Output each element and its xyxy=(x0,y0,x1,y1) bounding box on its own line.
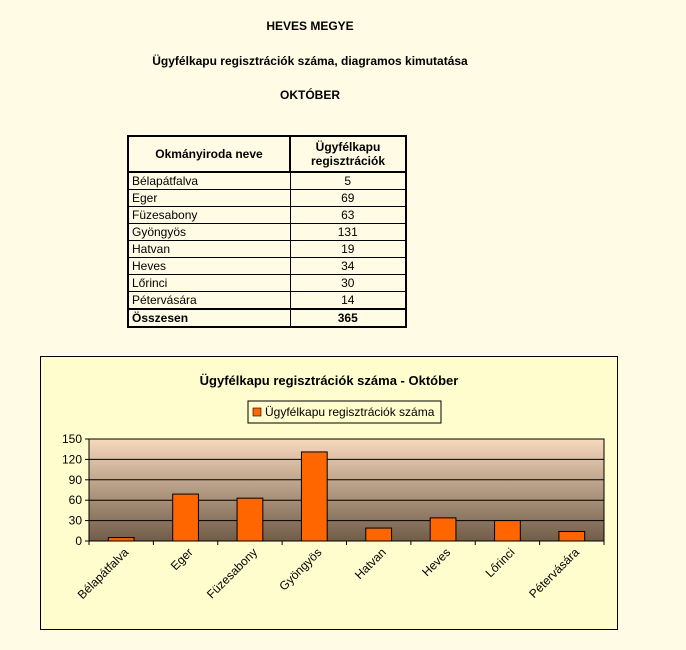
bar xyxy=(430,518,456,541)
registrations-header: Ügyfélkapu regisztrációk xyxy=(290,136,406,172)
bar xyxy=(237,498,263,541)
total-label: Összesen xyxy=(128,309,290,327)
office-name: Bélapátfalva xyxy=(128,172,290,190)
office-name: Heves xyxy=(128,258,290,275)
office-name: Pétervására xyxy=(128,292,290,310)
office-name: Gyöngyös xyxy=(128,224,290,241)
legend-label: Ügyfélkapu regisztrációk száma xyxy=(265,405,435,419)
registration-count: 69 xyxy=(290,190,406,207)
bar xyxy=(108,538,134,541)
y-tick-label: 90 xyxy=(68,472,82,487)
x-tick-label: Pétervására xyxy=(526,545,582,601)
table-header-row xyxy=(128,136,406,172)
office-name-header: Okmányiroda neve xyxy=(128,136,290,172)
office-name: Eger xyxy=(128,190,290,207)
y-tick-label: 150 xyxy=(61,432,82,446)
registration-count: 63 xyxy=(290,207,406,224)
bar-chart xyxy=(41,357,617,629)
table-row xyxy=(128,190,406,207)
legend-swatch xyxy=(253,408,261,416)
x-tick-label: Eger xyxy=(167,545,196,574)
month-title: OKTÓBER xyxy=(280,88,340,102)
table-row xyxy=(128,241,406,258)
bar xyxy=(366,528,392,541)
total-value: 365 xyxy=(290,309,406,327)
x-tick-label: Füzesabony xyxy=(203,545,261,602)
x-tick-label: Gyöngyös xyxy=(276,545,325,594)
y-tick-label: 30 xyxy=(68,513,82,528)
y-tick-label: 0 xyxy=(75,534,82,548)
registration-count: 131 xyxy=(290,224,406,241)
chart-title: Ügyfélkapu regisztrációk száma - Október xyxy=(199,373,459,388)
office-name: Füzesabony xyxy=(128,207,290,224)
bar xyxy=(559,531,585,541)
plot-area xyxy=(62,432,604,602)
table-row xyxy=(128,258,406,275)
table-row xyxy=(128,172,406,190)
table-row xyxy=(128,207,406,224)
y-tick-label: 120 xyxy=(61,452,82,467)
table-row xyxy=(128,292,406,310)
table-row xyxy=(128,275,406,292)
y-tick-label: 60 xyxy=(68,493,82,508)
bar xyxy=(173,494,199,541)
registration-count: 14 xyxy=(290,292,406,310)
plot-background xyxy=(89,439,604,541)
office-name: Lőrinci xyxy=(128,275,290,292)
x-tick-label: Hatvan xyxy=(352,545,389,583)
table-row xyxy=(128,224,406,241)
county-title: HEVES MEGYE xyxy=(266,19,354,33)
registration-count: 30 xyxy=(290,275,406,292)
registration-count: 5 xyxy=(290,172,406,190)
chart-legend xyxy=(248,401,441,423)
x-tick-label: Lőrinci xyxy=(482,545,518,581)
x-tick-label: Heves xyxy=(419,545,454,580)
chart-area xyxy=(40,356,618,630)
report-subtitle: Ügyfélkapu regisztrációk száma, diagramos kimutatása xyxy=(152,54,468,68)
registration-count: 34 xyxy=(290,258,406,275)
bar xyxy=(495,521,521,541)
x-tick-label: Bélapátfalva xyxy=(74,545,132,602)
bar xyxy=(301,452,327,541)
registration-count: 19 xyxy=(290,241,406,258)
registration-table xyxy=(127,135,407,328)
total-row xyxy=(128,309,406,327)
office-name: Hatvan xyxy=(128,241,290,258)
